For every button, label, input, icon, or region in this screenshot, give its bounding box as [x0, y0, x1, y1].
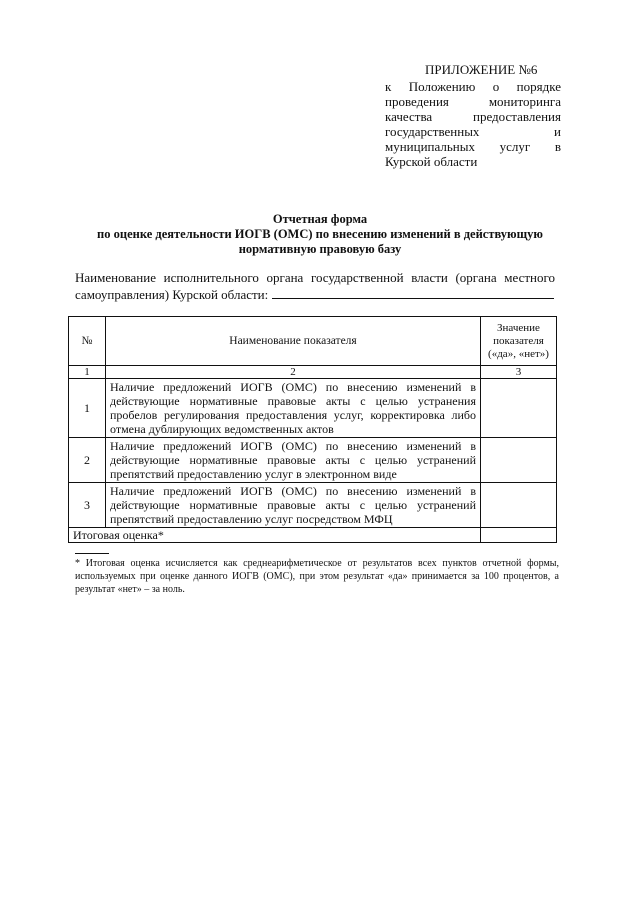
header-name: Наименование показателя	[106, 317, 481, 366]
total-value-cell[interactable]	[481, 528, 557, 543]
header-num: №	[69, 317, 106, 366]
form-title-line-1: Отчетная форма	[272, 212, 368, 226]
table-row	[69, 379, 557, 438]
row-num: 2	[69, 438, 106, 483]
footnote-divider	[75, 553, 109, 554]
table-header-row	[69, 317, 557, 366]
form-title	[70, 212, 570, 257]
row-num: 3	[69, 483, 106, 528]
row-num: 1	[69, 379, 106, 438]
column-number-row	[69, 366, 557, 379]
header-value: Значение показателя («да», «нет»)	[481, 317, 557, 366]
organization-name-field	[75, 270, 555, 303]
total-row	[69, 528, 557, 543]
column-number-3: 3	[481, 366, 557, 379]
appendix-title: ПРИЛОЖЕНИЕ №6	[425, 62, 538, 77]
column-number-2: 2	[106, 366, 481, 379]
table-row	[69, 483, 557, 528]
table-row	[69, 438, 557, 483]
row-value-cell[interactable]	[481, 483, 557, 528]
row-indicator-name: Наличие предложений ИОГВ (ОМС) по внесению изменений в действующие нормативные правовые акты с целью устранений препятствий предоставлению услуг посредством МФЦ	[106, 483, 481, 528]
row-value-cell[interactable]	[481, 438, 557, 483]
row-indicator-name: Наличие предложений ИОГВ (ОМС) по внесению изменений в действующие нормативные правовые акты с целью устранения пробелов регулирования предоставления услуг, корректировка либо отмена дублирующих ведомственных актов	[106, 379, 481, 438]
appendix-text: к Положению о порядке проведения мониторинга качества предоставления государственных и муниципальных услуг в Курской области	[385, 79, 561, 169]
row-indicator-name: Наличие предложений ИОГВ (ОМС) по внесению изменений в действующие нормативные правовые акты с целью устранений препятствий предоставлению услуг в электронном виде	[106, 438, 481, 483]
organization-label: Наименование исполнительного органа государственной власти (органа местного самоуправления) Курской области:	[75, 270, 555, 302]
row-value-cell[interactable]	[481, 379, 557, 438]
column-number-1: 1	[69, 366, 106, 379]
form-title-line-2: по оценке деятельности ИОГВ (ОМС) по внесению изменений в действующую	[97, 227, 543, 241]
total-label: Итоговая оценка*	[69, 528, 481, 543]
footnote-text: * Итоговая оценка исчисляется как среднеарифметическое от результатов всех пунктов отчетной формы, используемых при оценке данного ИОГВ (ОМС), при этом результат «да» принимается за 100 процентов, а результат «нет» – за ноль.	[75, 558, 559, 595]
indicator-table	[68, 316, 557, 543]
appendix-block	[385, 62, 561, 169]
organization-blank-line	[272, 286, 554, 299]
form-title-line-3: нормативную правовую базу	[238, 242, 402, 256]
